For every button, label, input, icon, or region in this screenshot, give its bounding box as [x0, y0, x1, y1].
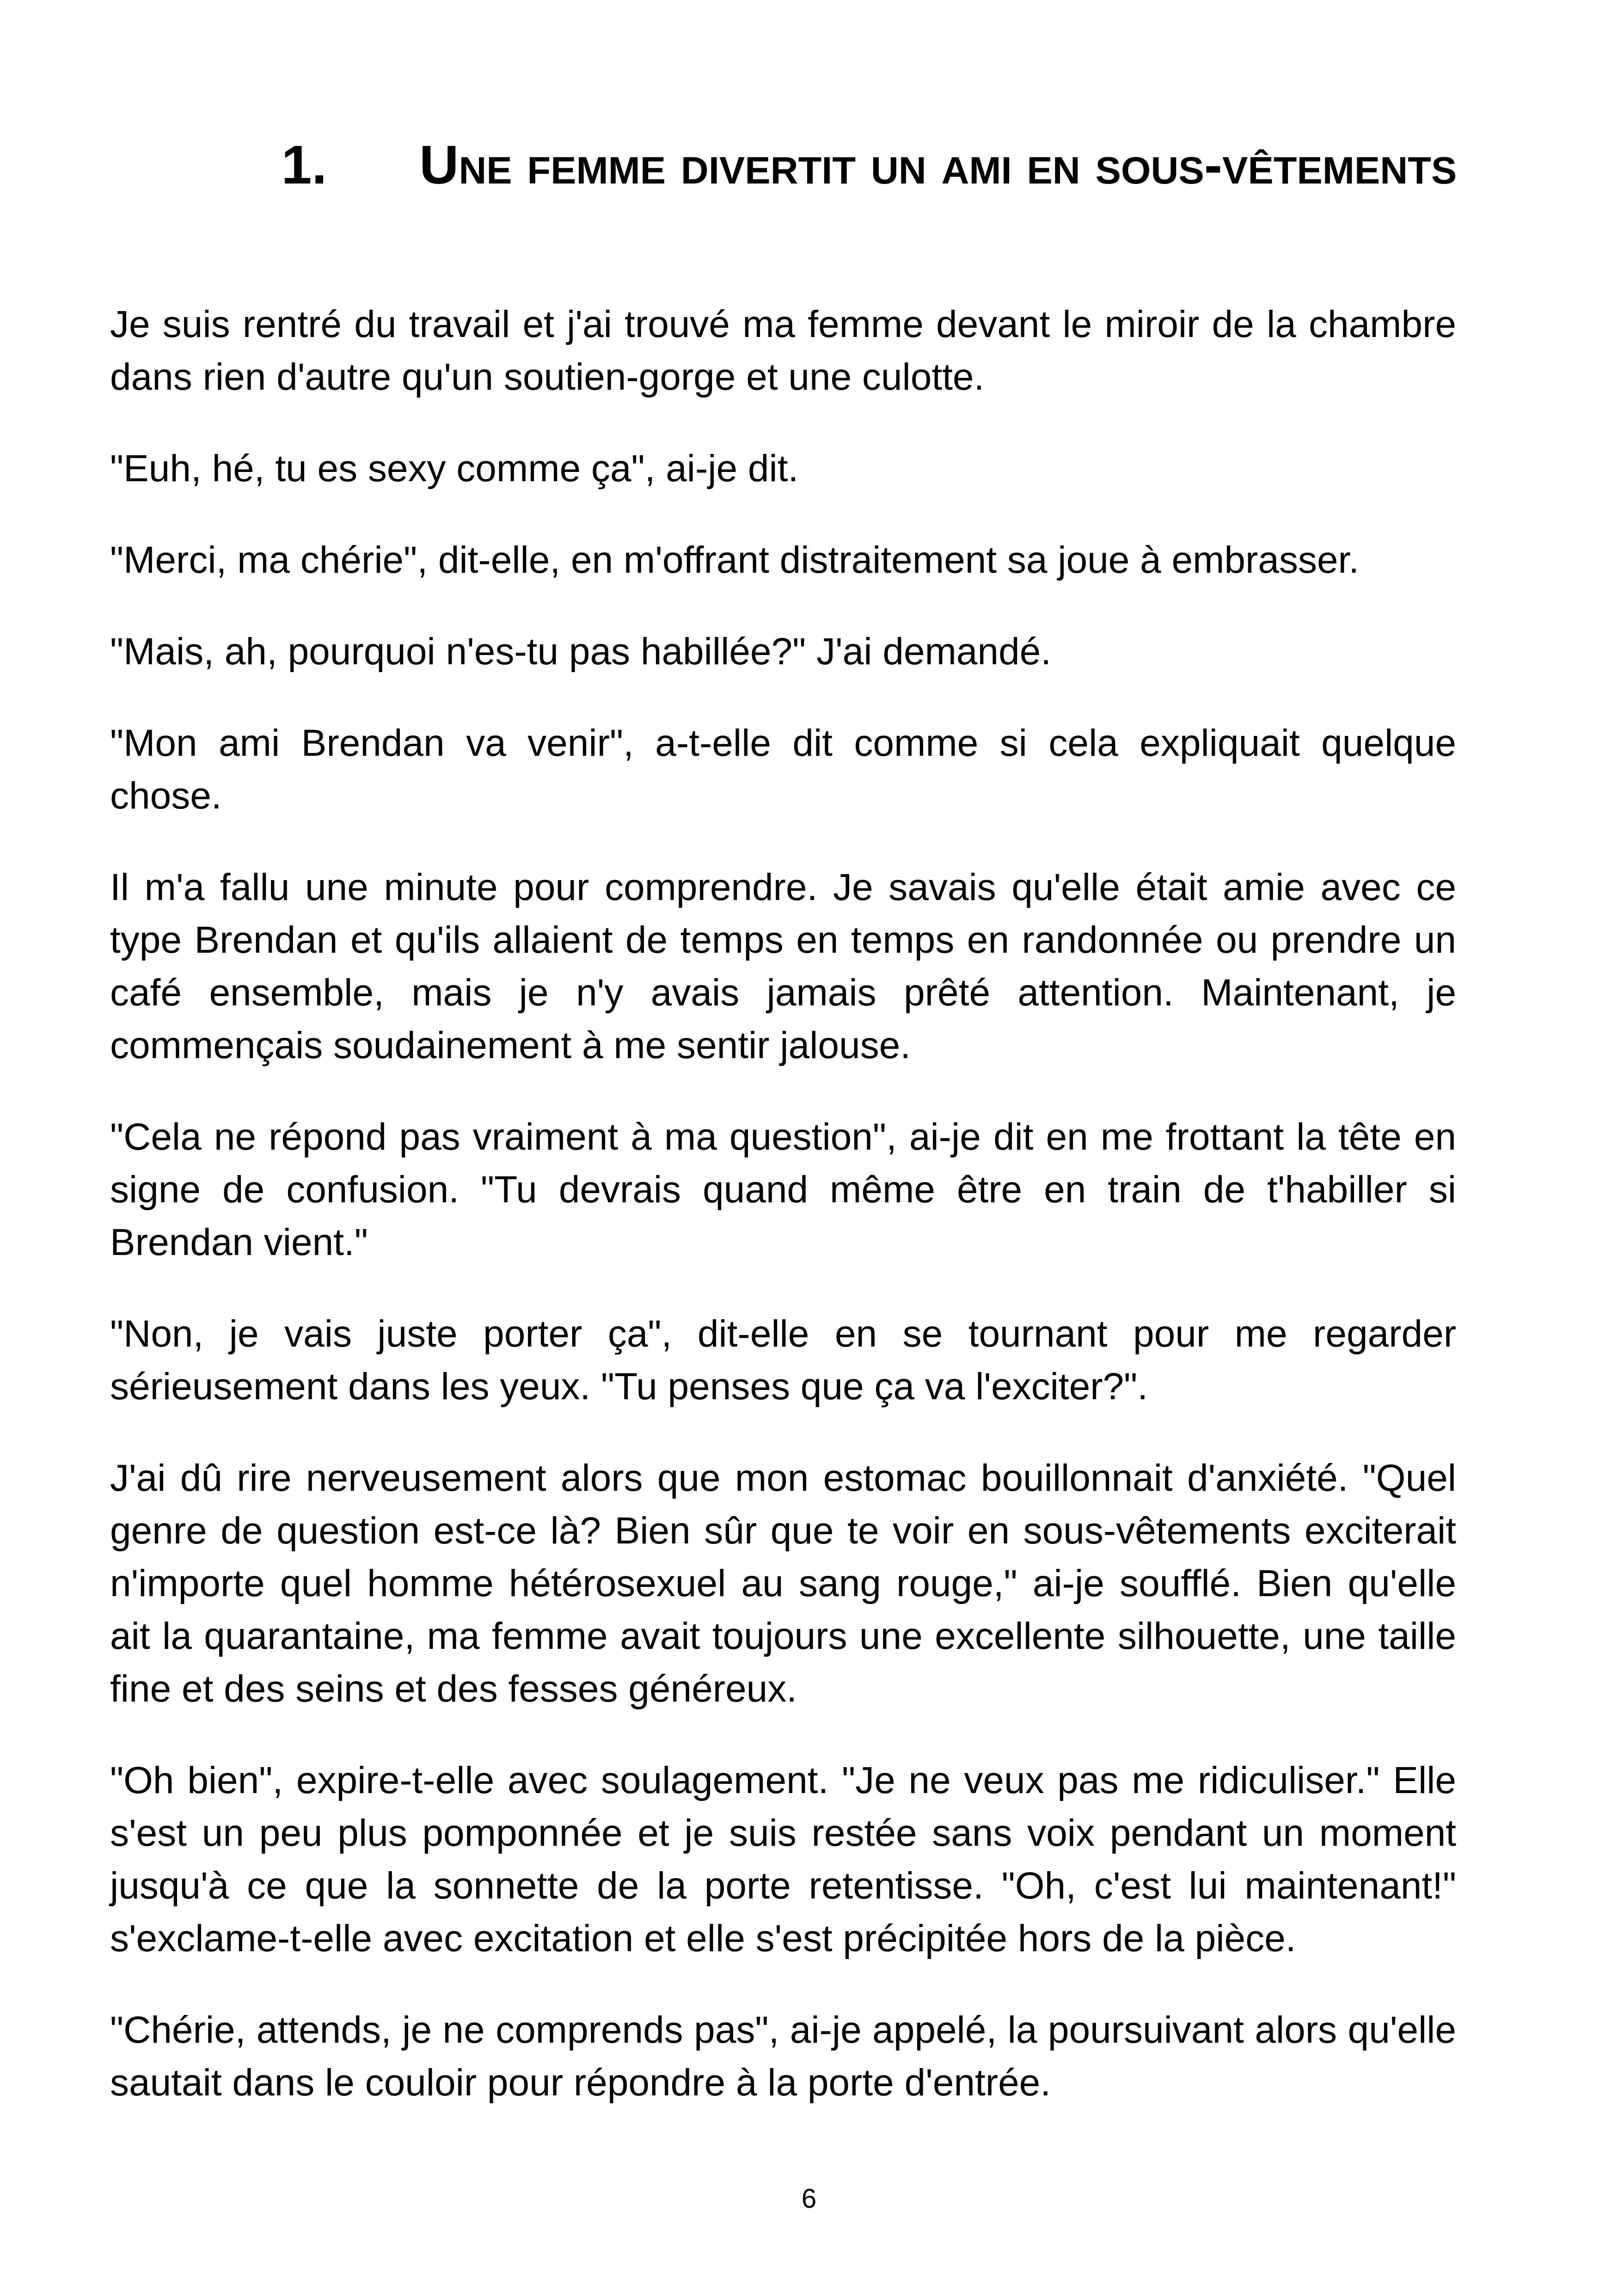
body-text [110, 298, 1456, 2148]
paragraph: "Merci, ma chérie", dit-elle, en m'offrant distraitement sa joue à embrasser. [110, 539, 1360, 581]
chapter-number: 1. [281, 135, 327, 196]
paragraph: "Mais, ah, pourquoi n'es-tu pas habillée?" J'ai demandé. [110, 631, 1051, 673]
paragraph: "Oh bien", expire-t-elle avec soulagement. "Je ne veux pas me ridiculiser." Elle s'est un peu plus pomponnée et je suis restée sans voix pendant un moment jusqu'à ce que la sonnette de la porte retentisse. "Oh, c'est lui maintenant!" s'exclame-t-elle avec excitation et elle s'est précipitée hors de la pièce. [110, 1759, 1456, 1959]
paragraph: J'ai dû rire nerveusement alors que mon estomac bouillonnait d'anxiété. "Quel genre de question est-ce là? Bien sûr que te voir en sous-vêtements exciterait n'importe quel homme hétérosexuel au sang rouge," ai-je soufflé. Bien qu'elle ait la quarantaine, ma femme avait toujours une excellente silhouette, une taille fine et des seins et des fesses généreux. [110, 1457, 1456, 1710]
chapter-heading [277, 116, 1461, 214]
paragraph: "Cela ne répond pas vraiment à ma question", ai-je dit en me frottant la tête en signe de confusion. "Tu devrais quand même être en train de t'habiller si Brendan vient." [110, 1116, 1456, 1263]
paragraph: Il m'a fallu une minute pour comprendre. Je savais qu'elle était amie avec ce type Brendan et qu'ils allaient de temps en temps en randonnée ou prendre un café ensemble, mais je n'y avais jamais prêté attention. Maintenant, je commençais soudainement à me sentir jalouse. [110, 866, 1456, 1066]
paragraph: "Chérie, attends, je ne comprends pas", ai-je appelé, la poursuivant alors qu'elle sautait dans le couloir pour répondre à la porte d'entrée. [110, 2009, 1456, 2104]
paragraph: "Non, je vais juste porter ça", dit-elle en se tournant pour me regarder sérieusement dans les yeux. "Tu penses que ça va l'exciter?". [110, 1313, 1456, 1408]
page-number: 6 [801, 2184, 817, 2214]
paragraph: Je suis rentré du travail et j'ai trouvé ma femme devant le miroir de la chambre dans rien d'autre qu'un soutien-gorge et une culotte. [110, 303, 1456, 398]
paragraph: "Euh, hé, tu es sexy comme ça", ai-je dit. [110, 447, 799, 490]
paragraph: "Mon ami Brendan va venir", a-t-elle dit comme si cela expliquait quelque chose. [110, 722, 1456, 817]
chapter-title: Une femme divertit un ami en sous-vêtements [419, 135, 1457, 196]
